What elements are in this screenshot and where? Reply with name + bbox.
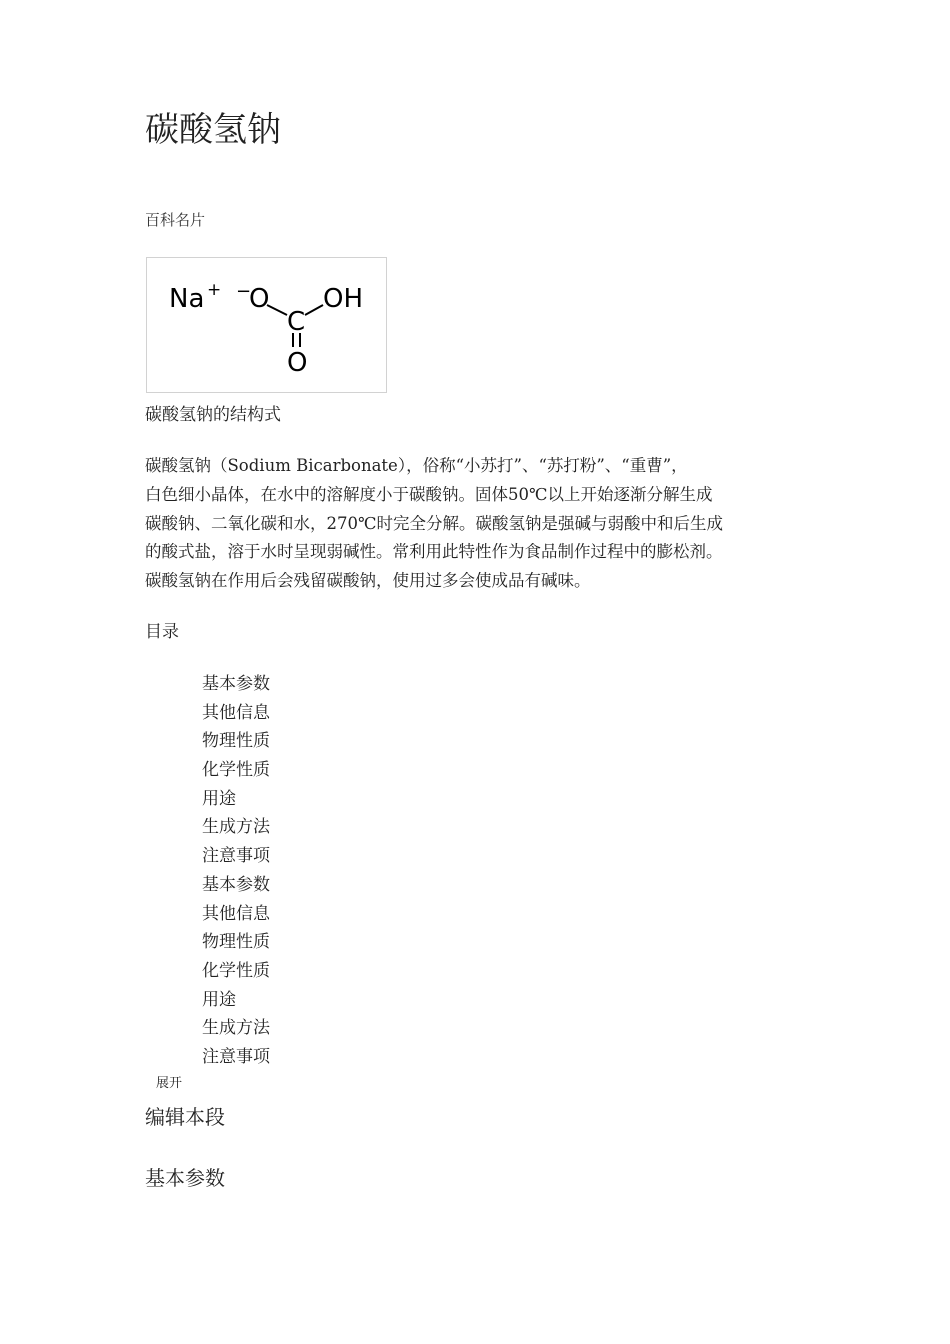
hydroxyl-group: OH — [323, 284, 364, 314]
toc-item[interactable]: 基本参数 — [202, 674, 270, 694]
bond-c-oh — [305, 305, 323, 315]
intro-line: 碳酸氢钠在作用后会残留碳酸钠，使用过多会使成品有碱味。 — [145, 571, 591, 591]
structural-formula-diagram — [147, 258, 386, 392]
toc-item[interactable]: 注意事项 — [202, 1046, 270, 1067]
toc-list — [202, 670, 270, 1072]
intro-line: 碳酸钠、二氧化碳和水，270℃时完全分解。碳酸氢钠是强碱与弱酸中和后生成 — [145, 513, 723, 533]
toc-item[interactable]: 注意事项 — [202, 846, 270, 867]
intro-paragraph — [145, 452, 815, 596]
intro-line: 的酸式盐，溶于水时呈现弱碱性。常利用此特性作为食品制作过程中的膨松剂。 — [145, 542, 723, 562]
card-label: 百科名片 — [145, 211, 206, 229]
toc-item[interactable]: 用途 — [202, 989, 236, 1010]
na-atom-label: Na — [169, 284, 205, 314]
toc-item[interactable]: 生成方法 — [202, 1018, 270, 1039]
toc-title: 目录 — [145, 622, 179, 642]
bond-o-c — [267, 305, 287, 315]
toc-item[interactable]: 其他信息 — [202, 903, 270, 924]
carbon-atom: C — [287, 307, 306, 337]
toc-expand-link[interactable]: 展开 — [156, 1076, 183, 1091]
oxygen-atom-left: O — [249, 284, 270, 314]
toc-item[interactable]: 基本参数 — [202, 874, 270, 895]
toc-item[interactable]: 化学性质 — [202, 960, 270, 981]
plus-charge-label: + — [207, 280, 222, 300]
intro-line: 碳酸氢钠（Sodium Bicarbonate），俗称“小苏打”、“苏打粉”、“重曹”， — [145, 456, 688, 475]
toc-item[interactable]: 物理性质 — [202, 932, 270, 953]
toc-item[interactable]: 化学性质 — [202, 760, 270, 781]
figure-caption: 碳酸氢钠的结构式 — [145, 405, 281, 425]
toc-item[interactable]: 用途 — [202, 788, 236, 809]
edit-section-link[interactable]: 编辑本段 — [145, 1105, 225, 1129]
page-title: 碳酸氢钠 — [145, 110, 281, 150]
section-heading: 基本参数 — [145, 1166, 225, 1190]
minus-charge-label: − — [236, 281, 252, 302]
oxygen-atom-bottom: O — [287, 348, 308, 378]
toc-item[interactable]: 生成方法 — [202, 817, 270, 838]
intro-line: 白色细小晶体，在水中的溶解度小于碳酸钠。固体50℃以上开始逐渐分解生成 — [145, 484, 713, 504]
toc-item[interactable]: 物理性质 — [202, 731, 270, 752]
toc-item[interactable]: 其他信息 — [202, 702, 270, 723]
structure-figure — [146, 257, 387, 393]
